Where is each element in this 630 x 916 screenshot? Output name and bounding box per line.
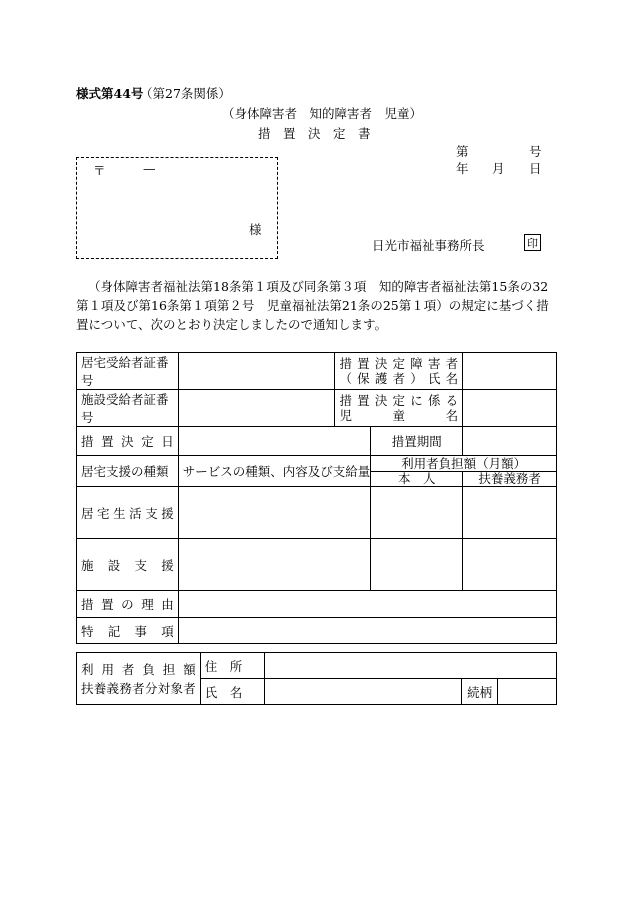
facility-cert-number-input[interactable] <box>178 390 335 427</box>
relation-input[interactable] <box>498 679 557 705</box>
form-relation: （第27条関係） <box>140 86 231 101</box>
burden-monthly-label: 利用者負担額（月額） <box>371 456 557 472</box>
home-support-obligor-input[interactable] <box>463 487 557 539</box>
number-dai: 第 <box>456 144 469 159</box>
page-title: 措 置 決 定 書 <box>258 126 371 141</box>
support-type-label: 居宅支援の種類 <box>77 456 179 487</box>
facility-cert-label: 施設受給者証番号 <box>77 390 179 427</box>
form-id: 様式第44号 <box>76 86 144 101</box>
seal-mark: 印 <box>524 234 541 251</box>
disabled-name-label: 措置決定障害者 （保護者）氏名 <box>335 353 463 390</box>
honorific-sama: 様 <box>249 222 262 237</box>
number-go: 号 <box>529 144 542 159</box>
obligor-table <box>76 652 557 705</box>
facility-support-label: 施設支援 <box>77 539 179 591</box>
notes-label: 特記事項 <box>77 618 179 644</box>
date-month: 月 <box>492 161 505 176</box>
relation-label: 続柄 <box>462 679 498 705</box>
address-box[interactable] <box>76 157 278 259</box>
home-support-self-input[interactable] <box>371 487 463 539</box>
postal-dash: — <box>143 161 156 176</box>
notes-input[interactable] <box>178 618 556 644</box>
home-cert-number-input[interactable] <box>178 353 335 390</box>
disabled-name-input[interactable] <box>463 353 557 390</box>
burden-obligor-label: 利用者負担額 扶養義務者分対象者 <box>77 653 201 705</box>
date-day: 日 <box>529 161 542 176</box>
postal-mark: 〒 <box>93 163 106 178</box>
name-label: 氏 名 <box>200 679 264 705</box>
period-label: 措置期間 <box>371 427 463 456</box>
decision-date-label: 措置決定日 <box>77 427 179 456</box>
reason-label: 措置の理由 <box>77 591 179 618</box>
decision-date-input[interactable] <box>178 427 371 456</box>
form-category: （身体障害者 知的障害者 児童） <box>222 106 423 121</box>
obligor-label: 扶養義務者 <box>463 472 557 487</box>
period-input[interactable] <box>463 427 557 456</box>
address-input[interactable] <box>264 653 556 679</box>
home-support-content-input[interactable] <box>178 487 371 539</box>
child-name-input[interactable] <box>463 390 557 427</box>
facility-support-self-input[interactable] <box>371 539 463 591</box>
address-label: 住 所 <box>200 653 264 679</box>
name-input[interactable] <box>264 679 462 705</box>
facility-support-content-input[interactable] <box>178 539 371 591</box>
home-cert-label: 居宅受給者証番号 <box>77 353 179 390</box>
home-support-label: 居宅生活支援 <box>77 487 179 539</box>
self-label: 本 人 <box>371 472 463 487</box>
decision-table <box>76 352 557 644</box>
notice-text: （身体障害者福祉法第18条第１項及び同条第３項 知的障害者福祉法第15条の32第１項及び第16条第１項第２号 児童福祉法第21条の25第１項）の規定に基づく措置について、次のとおり決定しましたので通知します。 <box>76 279 549 332</box>
facility-support-obligor-input[interactable] <box>463 539 557 591</box>
date-year: 年 <box>456 161 469 176</box>
reason-input[interactable] <box>178 591 556 618</box>
service-content-label: サービスの種類、内容及び支給量 <box>178 456 371 487</box>
child-name-label: 措置決定に係る 児 童 名 <box>335 390 463 427</box>
issuer-name: 日光市福祉事務所長 <box>372 238 485 253</box>
